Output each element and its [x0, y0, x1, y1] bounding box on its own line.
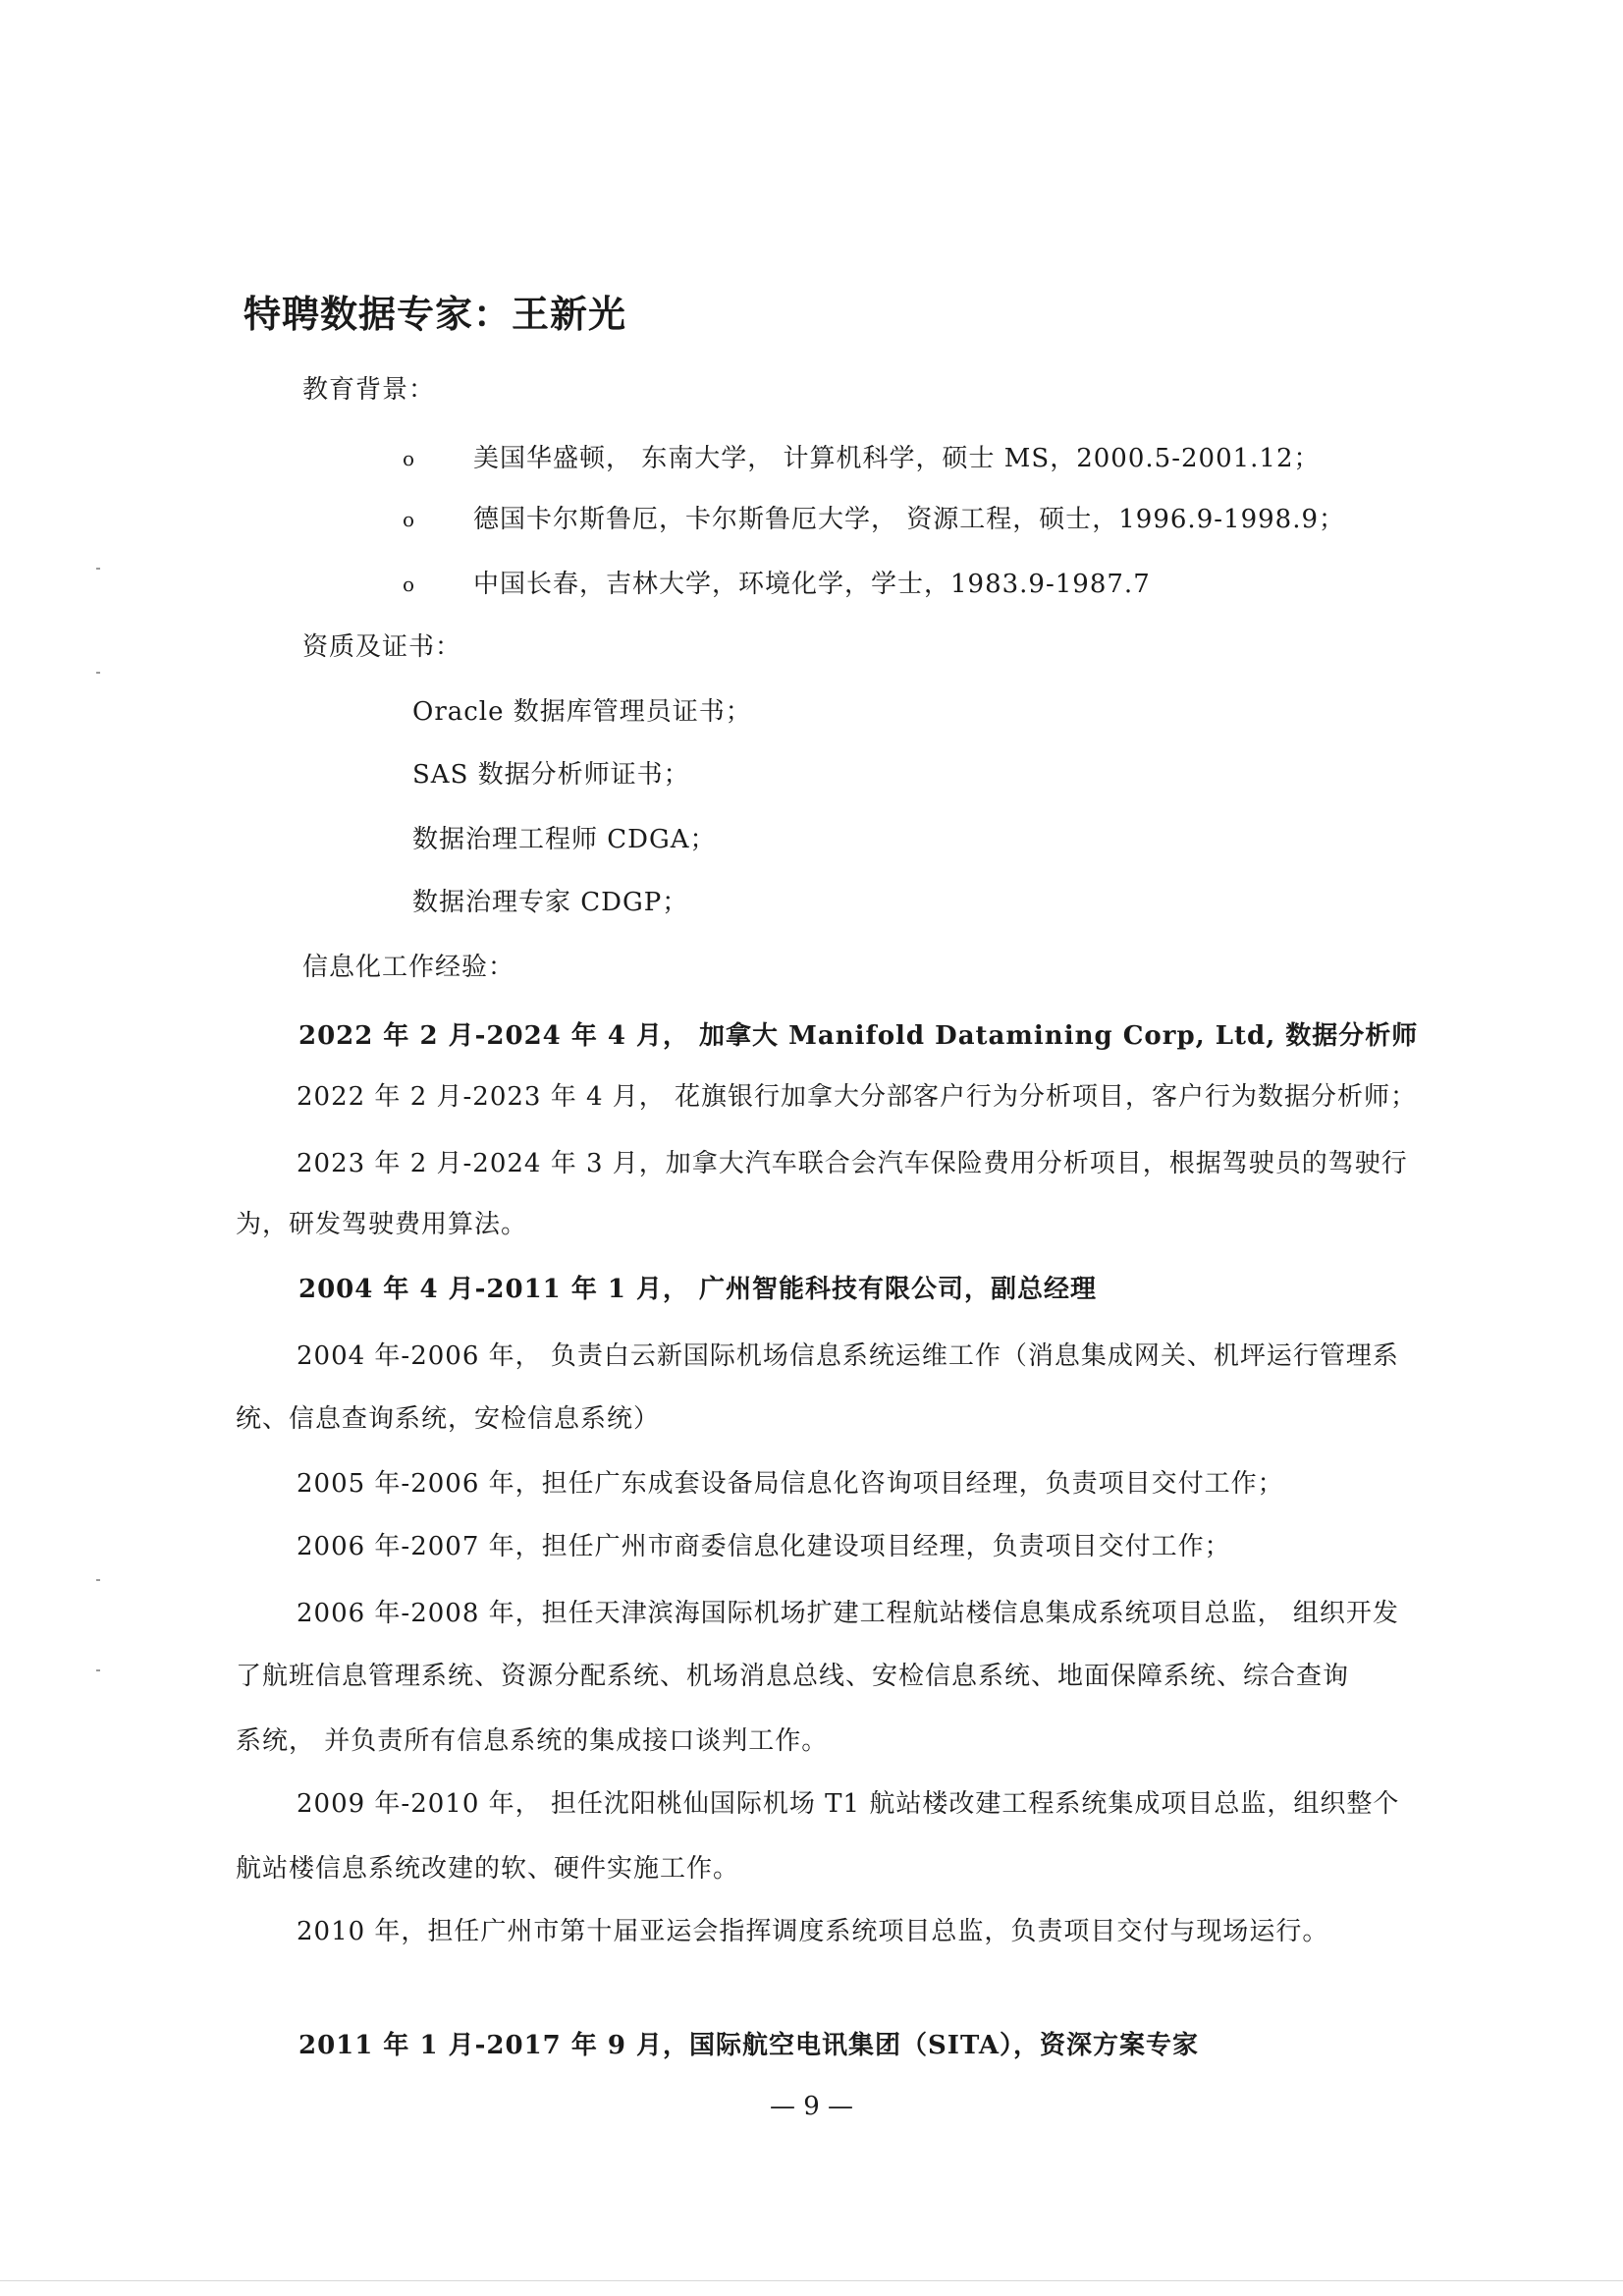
- education-item: 德国卡尔斯鲁厄，卡尔斯鲁厄大学， 资源工程，硕士，1996.9-1998.9；: [473, 505, 1345, 534]
- job-detail-line: 系统， 并负责所有信息系统的集成接口谈判工作。: [236, 1726, 829, 1756]
- job-detail-line: 2005 年-2006 年，担任广东成套设备局信息化咨询项目经理，负责项目交付工作；: [297, 1469, 1284, 1499]
- education-item: 美国华盛顿， 东南大学， 计算机科学，硕士 MS，2000.5-2001.12；: [473, 444, 1321, 473]
- bullet-icon: o: [403, 447, 415, 470]
- job-header: 2004 年 4 月-2011 年 1 月， 广州智能科技有限公司，副总经理: [298, 1275, 1098, 1304]
- job-detail-line: 2006 年-2008 年，担任天津滨海国际机场扩建工程航站楼信息集成系统项目总监， 组织开发: [297, 1599, 1399, 1628]
- experience-heading: 信息化工作经验：: [302, 953, 515, 982]
- certificate-item: SAS 数据分析师证书；: [412, 760, 690, 790]
- job-detail-line: 2004 年-2006 年， 负责白云新国际机场信息系统运维工作（消息集成网关、机坪运行管理系: [297, 1341, 1399, 1371]
- job-detail-line: 2010 年，担任广州市第十届亚运会指挥调度系统项目总监，负责项目交付与现场运行。: [297, 1917, 1329, 1946]
- job-detail-line: 2023 年 2 月-2024 年 3 月，加拿大汽车联合会汽车保险费用分析项目，根据驾驶员的驾驶行: [297, 1149, 1408, 1178]
- page-number: — 9 —: [769, 2092, 854, 2121]
- certificate-item: Oracle 数据库管理员证书；: [412, 697, 752, 727]
- job-detail-line: 航站楼信息系统改建的软、硬件实施工作。: [236, 1854, 740, 1884]
- certificates-heading: 资质及证书：: [302, 632, 462, 662]
- scan-mark: [96, 672, 100, 674]
- education-item: 中国长春，吉林大学，环境化学，学士，1983.9-1987.7: [473, 570, 1151, 599]
- job-header: 2011 年 1 月-2017 年 9 月，国际航空电讯集团（SITA），资深方案专家: [298, 2031, 1200, 2060]
- scan-mark: [96, 1669, 100, 1671]
- scan-mark: [96, 1579, 100, 1581]
- job-detail-line: 了航班信息管理系统、资源分配系统、机场消息总线、安检信息系统、地面保障系统、综合查询: [236, 1662, 1350, 1691]
- job-detail-line: 统、信息查询系统，安检信息系统）: [236, 1404, 661, 1434]
- bullet-icon: o: [403, 573, 415, 596]
- job-detail-line: 2006 年-2007 年，担任广州市商委信息化建设项目经理，负责项目交付工作；: [297, 1532, 1231, 1561]
- scan-mark: [96, 568, 100, 570]
- certificate-item: 数据治理工程师 CDGA；: [412, 825, 717, 854]
- certificate-item: 数据治理专家 CDGP；: [412, 888, 689, 917]
- bullet-icon: o: [403, 508, 415, 531]
- page-title: 特聘数据专家：王新光: [243, 293, 627, 336]
- education-heading: 教育背景：: [302, 375, 436, 405]
- job-detail-line: 2009 年-2010 年， 担任沈阳桃仙国际机场 T1 航站楼改建工程系统集成项目总监，组织整个: [297, 1789, 1400, 1819]
- job-detail-line: 为，研发驾驶费用算法。: [236, 1210, 528, 1239]
- job-detail-line: 2022 年 2 月-2023 年 4 月， 花旗银行加拿大分部客户行为分析项目，客户行为数据分析师；: [297, 1082, 1418, 1112]
- job-header: 2022 年 2 月-2024 年 4 月， 加拿大 Manifold Datamining Corp, Ltd, 数据分析师: [298, 1021, 1419, 1051]
- page-bottom-edge: [0, 2280, 1623, 2281]
